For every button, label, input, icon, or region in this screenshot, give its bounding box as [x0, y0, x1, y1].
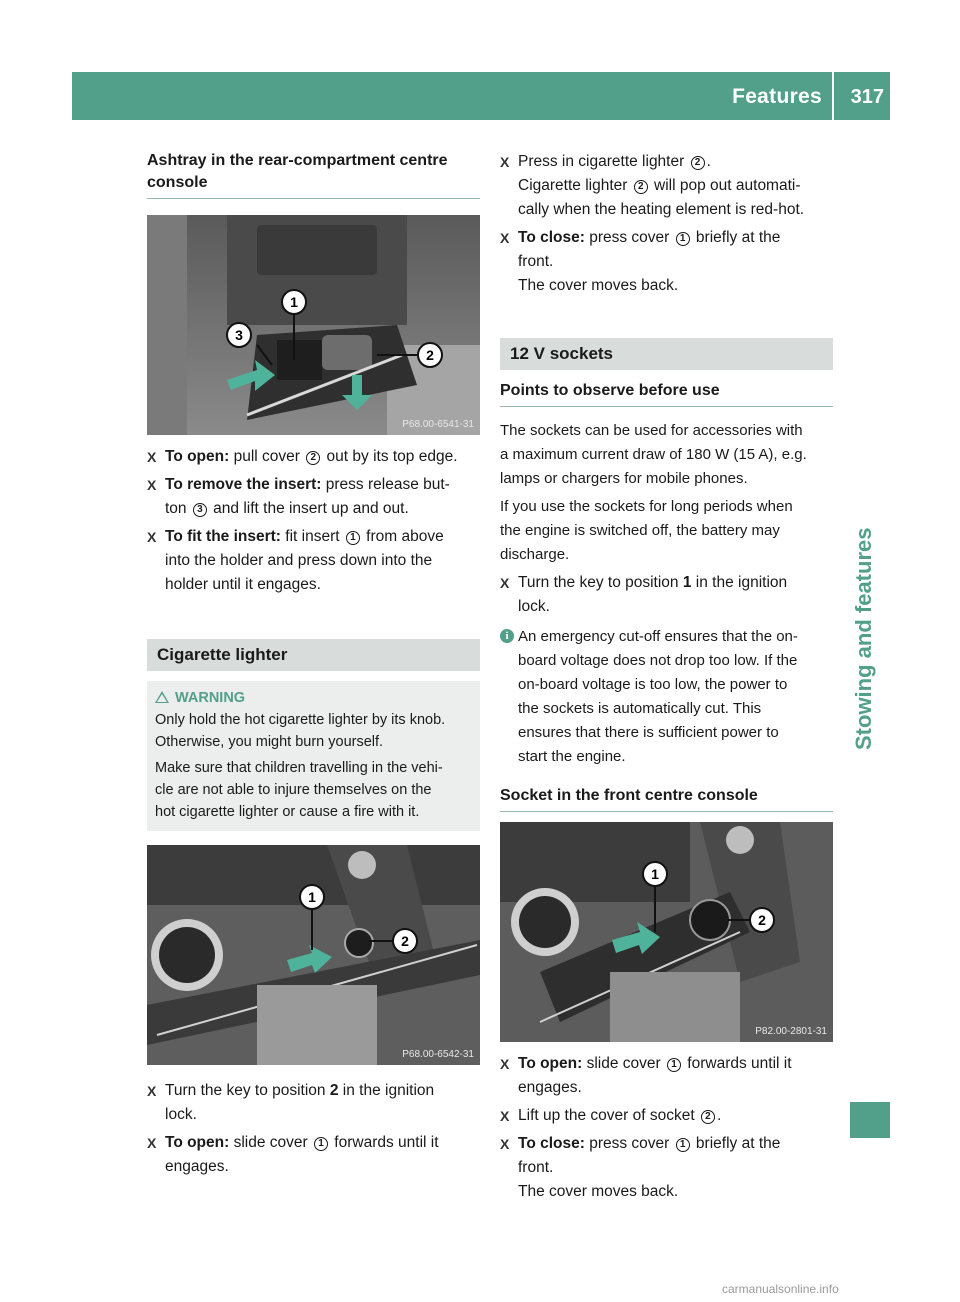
callout-2: [418, 343, 442, 367]
callout-ref: 1: [346, 531, 360, 545]
ashtray-steps: [147, 445, 480, 597]
step-marker-icon: X: [500, 154, 510, 170]
step-marker-icon: X: [147, 477, 157, 493]
page-header: [72, 72, 890, 120]
step-marker-icon: X: [500, 1136, 510, 1152]
step-remove-insert: X To remove the insert: press release but- ton 3 and lift the insert up and out.: [147, 473, 480, 521]
warning-triangle-icon: [155, 691, 169, 703]
step-turn-key-1: X Turn the key to position 1 in the ignition lock.: [500, 571, 833, 619]
warning-box: [147, 681, 480, 831]
side-tab-marker: [850, 1102, 890, 1138]
side-chapter-tab: [850, 120, 890, 1130]
step-marker-icon: X: [500, 1108, 510, 1124]
callout-ref: 2: [691, 156, 705, 170]
step-close-socket: X To close: press cover 1 briefly at the front. The cover moves back.: [500, 1132, 833, 1204]
warning-title: WARNING: [175, 690, 246, 706]
step-lift-cover: X Lift up the cover of socket 2 .: [500, 1104, 833, 1128]
step-marker-icon: X: [500, 1056, 510, 1072]
ashtray-illustration: [147, 215, 480, 435]
callout-ref: 2: [634, 180, 648, 194]
svg-text:2: 2: [758, 912, 766, 928]
svg-text:1: 1: [308, 889, 316, 905]
footer-watermark[interactable]: carmanualsonline.info: [722, 1282, 839, 1296]
info-icon: i: [500, 629, 514, 643]
step-close-lighter: X To close: press cover 1 briefly at the front. The cover moves back.: [500, 226, 833, 298]
front-socket-heading: Socket in the front centre console: [500, 785, 833, 812]
callout-ref: 1: [314, 1137, 328, 1151]
side-chapter-label: Stowing and features: [851, 527, 876, 750]
step-marker-icon: X: [147, 1083, 157, 1099]
ashtray-heading: Ashtray in the rear-compartment centre console: [147, 150, 480, 199]
callout-1: [300, 885, 324, 909]
sockets-para-2: If you use the sockets for long periods when the engine is switched off, the battery may discharge.: [500, 498, 793, 563]
lighter-steps: [147, 1079, 480, 1179]
warning-text-1: Only hold the hot cigarette lighter by its knob. Otherwise, you might burn yourself.: [155, 712, 446, 750]
callout-ref: 3: [193, 503, 207, 517]
sockets-para-1: The sockets can be used for accessories with a maximum current draw of 180 W (15 A), e.g. lamps or chargers for mobile phones.: [500, 422, 807, 487]
svg-text:2: 2: [401, 933, 409, 949]
socket-illustration: [500, 822, 833, 1042]
step-marker-icon: X: [500, 230, 510, 246]
points-heading: Points to observe before use: [500, 380, 833, 407]
page-number: 317: [850, 86, 884, 108]
chapter-title: Features: [732, 85, 822, 108]
sockets-section: 12 V sockets: [500, 338, 833, 370]
callout-ref: 1: [676, 1138, 690, 1152]
cigarette-lighter-section: Cigarette lighter: [147, 639, 480, 671]
right-column: [500, 150, 833, 1204]
step-marker-icon: X: [147, 529, 157, 545]
callout-1: [282, 290, 306, 314]
callout-ref: 2: [306, 451, 320, 465]
step-marker-icon: X: [147, 1135, 157, 1151]
photo-code: P68.00-6541-31: [402, 419, 474, 430]
step-press-lighter: X Press in cigarette lighter 2 . Cigarette lighter 2 will pop out automati- cally when the heating element is red-hot.: [500, 150, 833, 222]
callout-2: [750, 908, 774, 932]
photo-code: P68.00-6542-31: [402, 1049, 474, 1060]
step-open: X To open: pull cover 2 out by its top edge.: [147, 445, 480, 469]
step-fit-insert: X To fit the insert: fit insert 1 from above into the holder and press down into the holder until it engages.: [147, 525, 480, 597]
step-marker-icon: X: [147, 449, 157, 465]
callout-ref: 2: [701, 1110, 715, 1124]
cigarette-lighter-photo: [147, 845, 480, 1065]
step-open-socket: X To open: slide cover 1 forwards until it engages.: [500, 1052, 833, 1100]
ashtray-photo: [147, 215, 480, 435]
callout-ref: 1: [667, 1058, 681, 1072]
front-socket-photo: [500, 822, 833, 1042]
step-open-lighter: X To open: slide cover 1 forwards until it engages.: [147, 1131, 480, 1179]
photo-code: P82.00-2801-31: [755, 1026, 827, 1037]
callout-1: [643, 862, 667, 886]
svg-text:1: 1: [290, 294, 298, 310]
step-marker-icon: X: [500, 575, 510, 591]
step-turn-key: X Turn the key to position 2 in the ignition lock.: [147, 1079, 480, 1127]
callout-2: [393, 929, 417, 953]
svg-text:3: 3: [235, 327, 243, 343]
socket-steps: [500, 1052, 833, 1204]
callout-3: [227, 323, 251, 347]
warning-text-2: Make sure that children travelling in the vehi- cle are not able to injure themselves on the hot cigarette lighter or cause a fire with it.: [155, 760, 443, 820]
info-note: i An emergency cut-off ensures that the on- board voltage does not drop too low. If the on-board voltage is too low, the power to the sockets is automatically cut. This ensures that there is sufficient power to start the engine.: [500, 625, 833, 769]
svg-text:2: 2: [426, 347, 434, 363]
callout-ref: 1: [676, 232, 690, 246]
lighter-illustration: [147, 845, 480, 1065]
svg-text:1: 1: [651, 866, 659, 882]
left-column: [147, 150, 480, 1179]
header-divider: [832, 72, 834, 120]
